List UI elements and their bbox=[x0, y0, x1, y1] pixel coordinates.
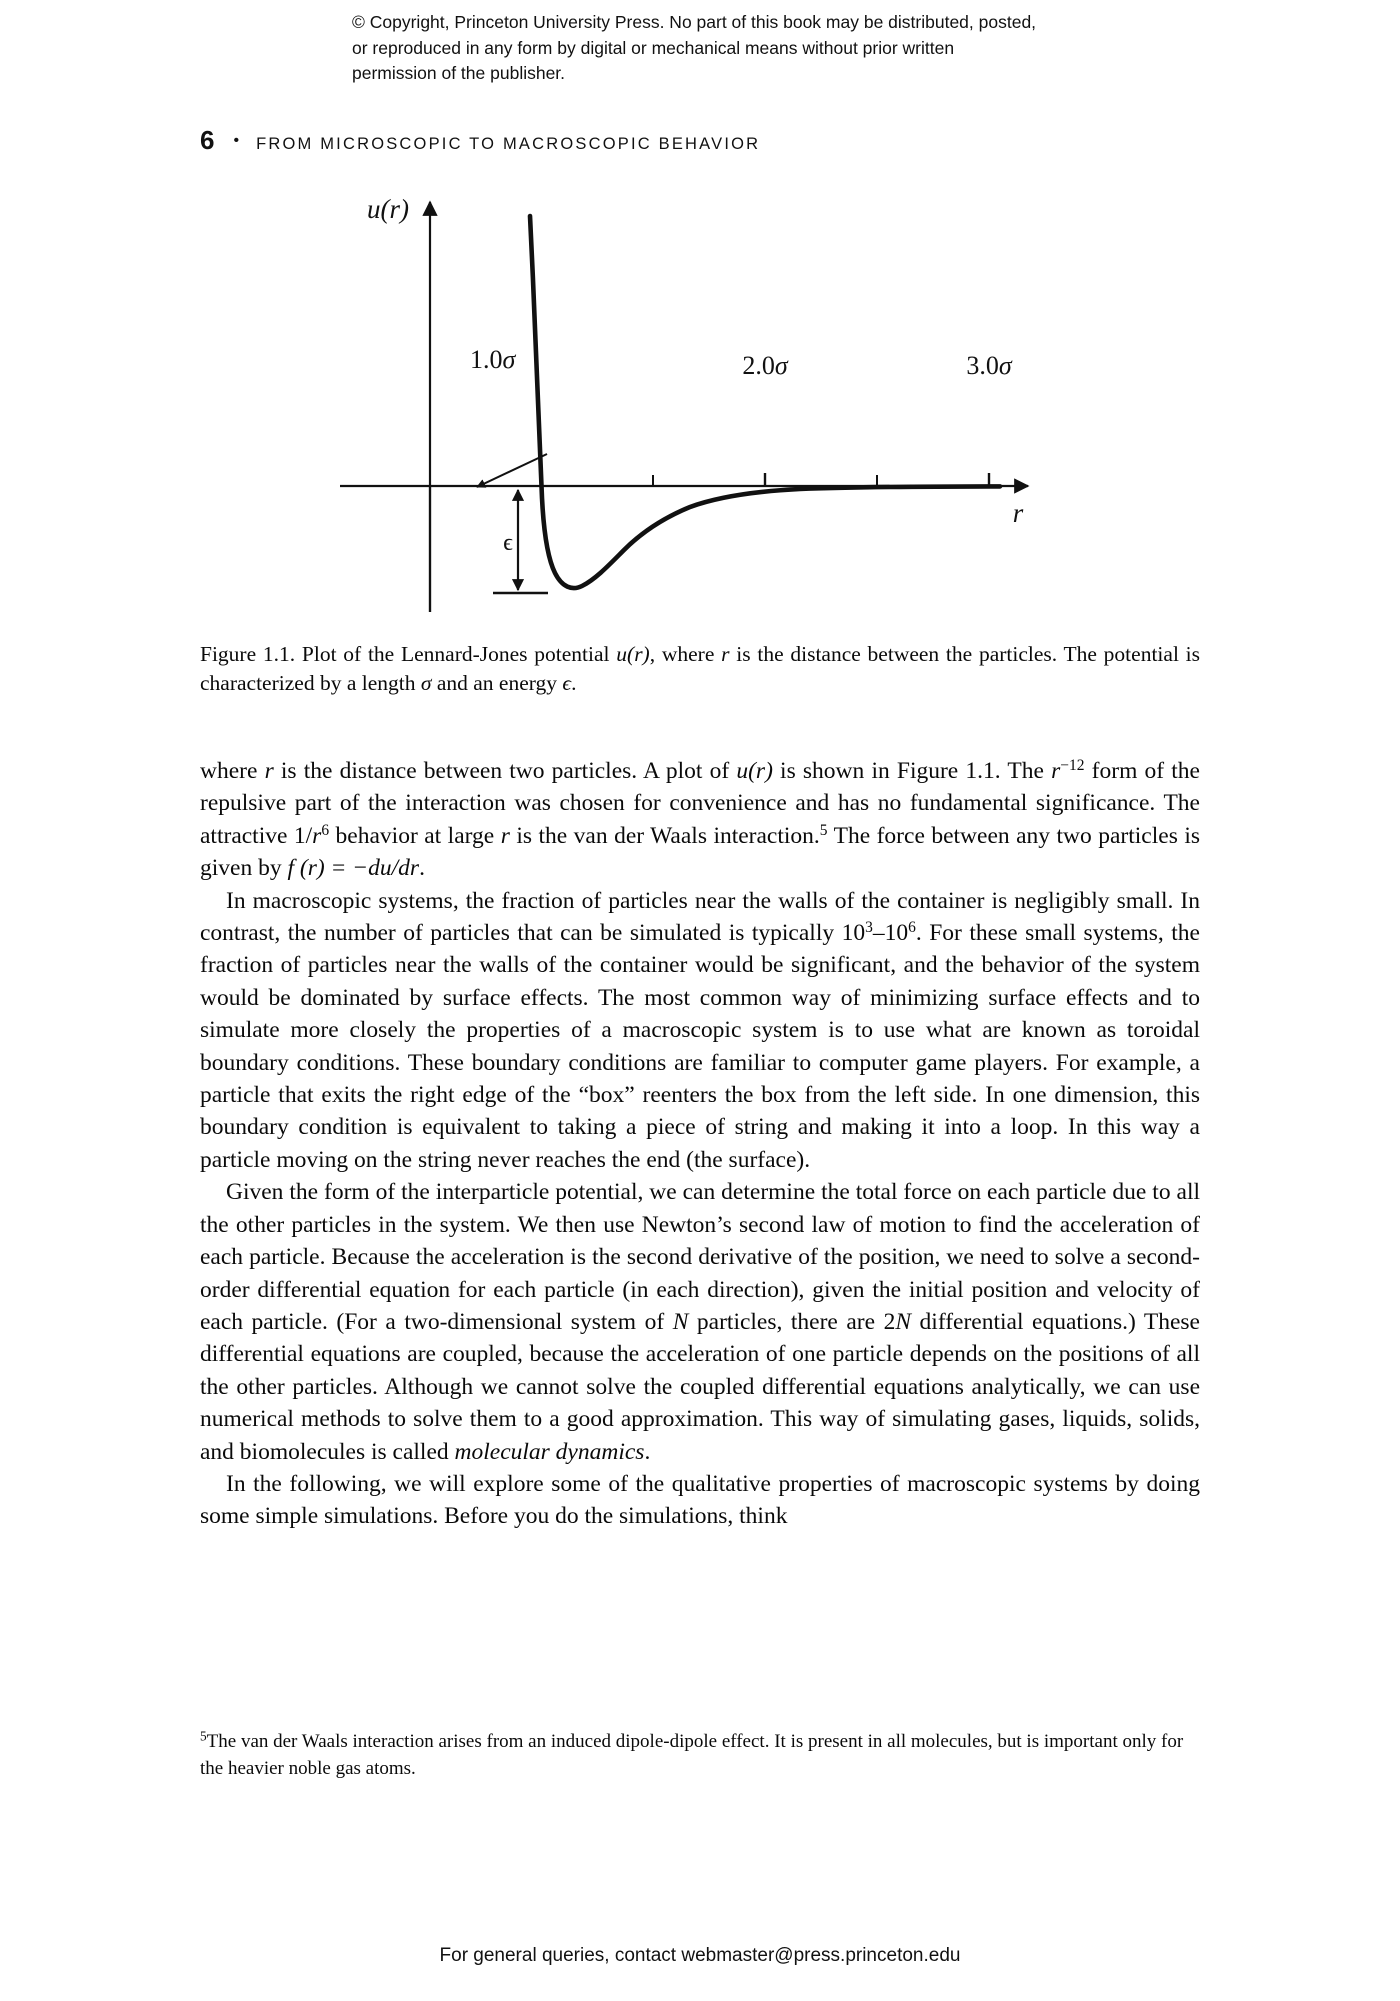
p1-r6-exp: 6 bbox=[321, 821, 330, 839]
caption-sigma: σ bbox=[420, 671, 432, 695]
x-tick-label-1sigma: 1.0σ bbox=[470, 345, 516, 374]
paragraph-3 bbox=[200, 1176, 1200, 1468]
p3-s1: Given the form of the interparticle potential, we can determine the total force on each particle due to all the other particles in the system. We then use Newton’s second law of motion to find the acceleration of each particle. Because the acceleration is the second derivative of the position, we need to solve a second-order differential equation for each particle (in each direction), given the initial position and velocity of each particle. (For a two-dimensional system of bbox=[200, 1179, 1200, 1335]
x-axis-label: r bbox=[1012, 498, 1024, 528]
caption-text-2: , where bbox=[649, 642, 722, 666]
lennard-jones-svg bbox=[0, 150, 1400, 620]
p1-ur: u(r) bbox=[736, 758, 773, 784]
p2-dash: –10 bbox=[872, 920, 909, 947]
p1-s8: . bbox=[419, 855, 425, 882]
footnote-text: The van der Waals interaction arises from an induced dipole-dipole effect. It is present in all molecules, but is important only for the heavier noble gas atoms. bbox=[200, 1731, 1184, 1779]
caption-text-1: Plot of the Lennard-Jones potential bbox=[295, 642, 617, 666]
footnote-number: 5 bbox=[200, 1728, 207, 1744]
caption-ur: u(r) bbox=[616, 642, 650, 666]
figure-lennard-jones-plot bbox=[0, 150, 1400, 620]
paragraph-1 bbox=[200, 755, 1200, 885]
caption-text-5: . bbox=[571, 671, 577, 695]
caption-text-3: is the distance between the particles. The potential is characterized by a length bbox=[200, 642, 1201, 695]
p3-emphasis-molecular-dynamics: molecular dynamics bbox=[454, 1438, 645, 1465]
lennard-jones-curve bbox=[530, 216, 1000, 588]
p1-s3: is shown in Figure 1.1. The bbox=[772, 758, 1052, 784]
x-tick-label-2sigma: 2.0σ bbox=[742, 351, 788, 380]
body-text bbox=[200, 755, 1200, 1533]
p1-s6: is the van der Waals interaction. bbox=[509, 822, 820, 849]
x-tick-label-3sigma: 3.0σ bbox=[966, 351, 1012, 380]
sigma-leader-arrow bbox=[477, 454, 547, 487]
p4-s1: In the following, we will explore some of the qualitative properties of macroscopic systems by doing some simple simulations. Before you do the simulations, think bbox=[200, 1470, 1200, 1530]
p1-s1: where bbox=[200, 758, 265, 784]
footnote-marker-inline[interactable]: 5 bbox=[819, 821, 828, 839]
y-axis-label: u(r) bbox=[367, 194, 409, 224]
p2-s2: . For these small systems, the fraction of particles near the walls of the container would be significant, and the behavior of the system would be dominated by surface effects. The most common way of minimizing surface effects and to simulate more closely the properties of a macroscopic system is to use what are known as toroidal boundary conditions. These boundary conditions are familiar to computer game players. For example, a particle that exits the right edge of the “box” reenters the box from the left side. In one dimension, this boundary condition is equivalent to taking a piece of string and making it into a loop. In this way a particle moving on the string never reaches the end (the surface). bbox=[200, 920, 1200, 1173]
p1-force-equation: f (r) = −du/dr bbox=[287, 855, 420, 882]
bullet-separator-icon: • bbox=[233, 132, 240, 149]
caption-label: Figure 1.1. bbox=[200, 642, 296, 666]
p2-s1: In macroscopic systems, the fraction of particles near the walls of the container is negligibly small. In contrast, the number of particles that can be simulated is typically 10 bbox=[200, 887, 1200, 947]
p3-s2: particles, there are 2 bbox=[688, 1308, 896, 1335]
caption-text-4: and an energy bbox=[431, 671, 563, 695]
p1-r6-base: r bbox=[312, 822, 322, 849]
p3-s3: differential equations.) These differential equations are coupled, because the acceleration of one particle depends on the positions of all the other particles. Although we cannot solve the coupled differential equations analytically, we can use numerical methods to solve them to a good approximation. This way of simulating gases, liquids, solids, and biomolecules is called bbox=[200, 1308, 1200, 1465]
p2-exp-6: 6 bbox=[908, 918, 916, 936]
p3-N-2: N bbox=[895, 1308, 912, 1335]
p3-N-1: N bbox=[672, 1308, 689, 1335]
p1-r-exp-base: r bbox=[1051, 758, 1061, 784]
caption-r: r bbox=[721, 642, 730, 666]
copyright-notice: © Copyright, Princeton University Press. No part of this book may be distributed, posted, or reproduced in any form by digital or mechanical means without prior written permission of the publisher. bbox=[352, 12, 1037, 83]
caption-epsilon: ϵ bbox=[562, 671, 572, 695]
p1-r-exp-12: −12 bbox=[1060, 756, 1085, 774]
paragraph-4 bbox=[200, 1468, 1200, 1533]
p1-s7: The force between any two particles is given by bbox=[200, 822, 1200, 882]
p2-exp-3: 3 bbox=[865, 918, 873, 936]
p1-r-2: r bbox=[500, 822, 510, 849]
p1-r-1: r bbox=[264, 758, 274, 784]
figure-caption bbox=[200, 640, 1200, 698]
page-footer: For general queries, contact webmaster@press.princeton.edu bbox=[439, 1945, 961, 1966]
p1-s4: form of the repulsive part of the interaction was chosen for convenience and has no fundamental significance. The attractive 1/ bbox=[200, 758, 1200, 849]
chapter-title: FROM MICROSCOPIC TO MACROSCOPIC BEHAVIOR bbox=[256, 135, 761, 153]
p1-s2: is the distance between two particles. A plot of bbox=[273, 758, 737, 784]
paragraph-2 bbox=[200, 885, 1200, 1177]
page-number: 6 bbox=[200, 125, 215, 155]
epsilon-label: ϵ bbox=[503, 530, 513, 556]
footnote-5 bbox=[200, 1728, 1200, 1782]
p3-s4: . bbox=[644, 1438, 651, 1465]
p1-s5: behavior at large bbox=[329, 822, 501, 849]
